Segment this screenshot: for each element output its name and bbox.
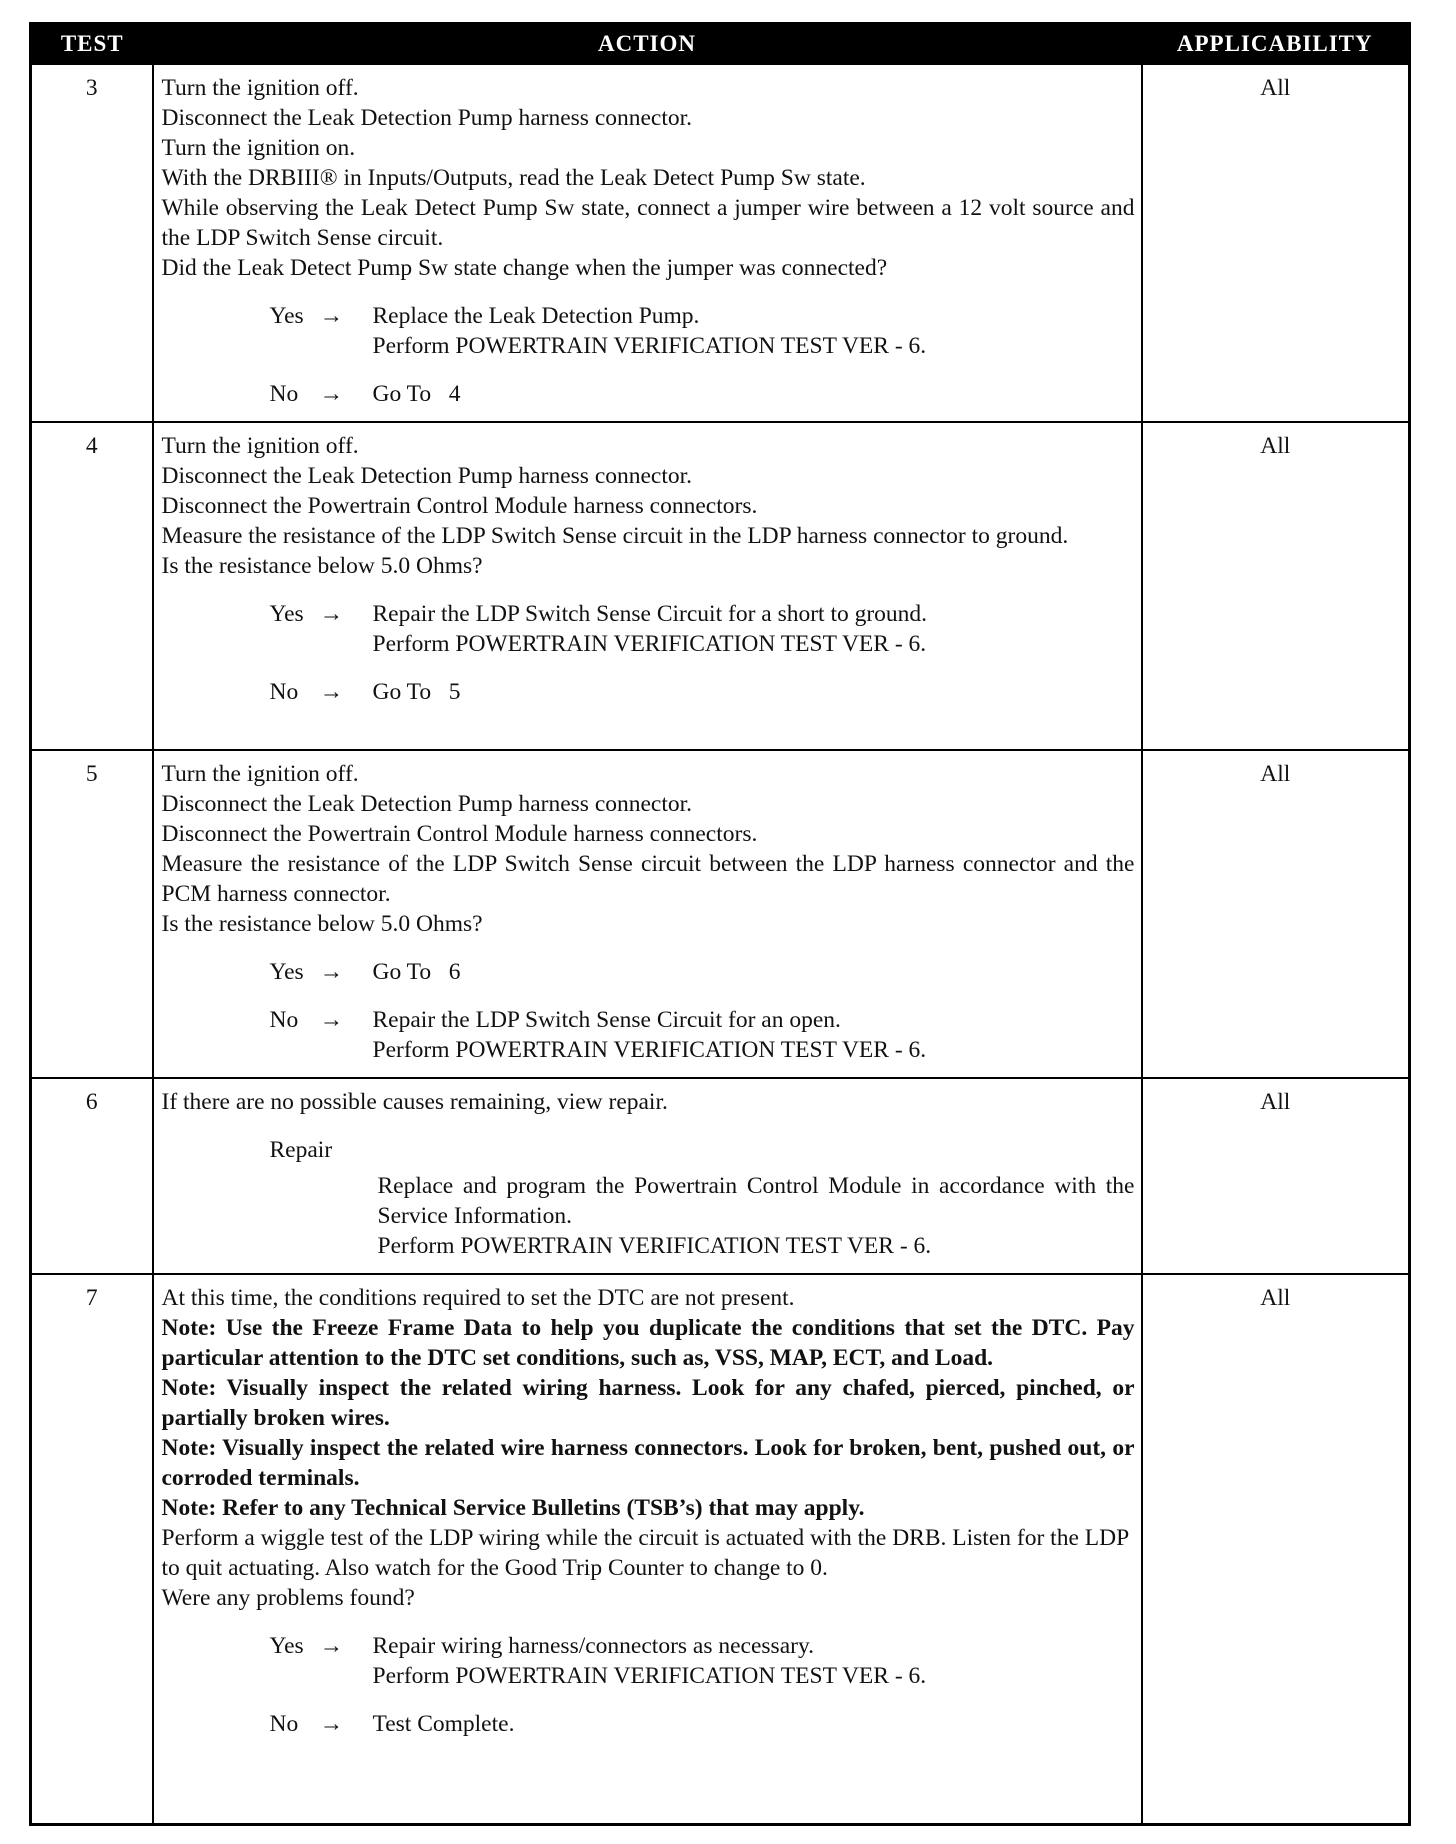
test-number: 7 [31,1274,153,1824]
header-action: ACTION [153,24,1142,65]
outcome-no [162,1709,1135,1739]
applicability-value: All [1142,422,1410,750]
yes-label: Yes [269,303,304,329]
action-step: Measure the resistance of the LDP Switch Sense circuit in the LDP harness connector to ground. [161,523,1069,549]
action-step: Perform a wiggle test of the LDP wiring while the circuit is actuated with the DRB. Listen for the LDP to quit actuating. Also watch for the Good Trip Counter to change to 0. [161,1525,1129,1581]
outcome-result [373,301,1135,361]
outcome-yes [162,957,1135,987]
header-test: TEST [31,24,153,65]
action-step: Turn the ignition off. [161,761,359,787]
note-text: Note: Use the Freeze Frame Data to help you duplicate the conditions that set the DTC. Pay particular attention to the DTC set conditions, such as, VSS, MAP, ECT, and Load. [161,1315,1135,1371]
test-number: 5 [31,750,153,1078]
action-question: Is the resistance below 5.0 Ohms? [161,553,483,579]
action-cell [153,422,1142,750]
action-cell [153,1078,1142,1274]
outcome-yes [162,1631,1135,1691]
right-arrow-icon: → [319,1633,343,1659]
test-number: 6 [31,1078,153,1274]
result-line: Perform POWERTRAIN VERIFICATION TEST VER - 6. [372,631,927,657]
applicability-value: All [1142,64,1410,422]
action-step: Turn the ignition on. [161,135,356,161]
action-step: Disconnect the Leak Detection Pump harness connector. [161,463,693,489]
no-label: No [269,679,299,705]
outcome-result [373,1005,1135,1065]
no-label: No [269,381,299,407]
repair-label: Repair [269,1137,333,1163]
outcome-no [162,677,1135,707]
result-line: Repair the LDP Switch Sense Circuit for a short to ground. [372,601,928,627]
yes-label: Yes [269,601,304,627]
result-line: Perform POWERTRAIN VERIFICATION TEST VER - 6. [372,1037,927,1063]
outcome-yes [162,599,1135,659]
test-row-3 [31,64,1410,422]
action-step: While observing the Leak Detect Pump Sw state, connect a jumper wire between a 12 volt source and the LDP Switch Sense circuit. [161,195,1135,251]
test-number: 3 [31,64,153,422]
test-row-5 [31,750,1410,1078]
outcome-result [373,599,1135,659]
right-arrow-icon: → [319,1711,343,1737]
outcome-result: Test Complete. [372,1711,515,1737]
repair-block [162,1135,1135,1261]
result-line: Perform POWERTRAIN VERIFICATION TEST VER - 6. [372,1663,927,1689]
outcome-no [162,379,1135,409]
no-label: No [269,1007,299,1033]
right-arrow-icon: → [319,381,343,407]
outcome-result: Go To 5 [372,679,461,705]
action-step: At this time, the conditions required to set the DTC are not present. [161,1285,795,1311]
action-step: Disconnect the Leak Detection Pump harness connector. [161,791,693,817]
outcome-result: Go To 4 [372,381,461,407]
action-question: Were any problems found? [161,1585,415,1611]
right-arrow-icon: → [319,601,343,627]
table-header-row [31,24,1410,65]
diagnostic-table [29,22,1411,1826]
note-text: Note: Refer to any Technical Service Bulletins (TSB’s) that may apply. [161,1495,865,1521]
right-arrow-icon: → [319,679,343,705]
no-label: No [269,1711,299,1737]
action-step: Disconnect the Powertrain Control Module harness connectors. [161,821,758,847]
outcome-result [373,1631,1135,1691]
yes-label: Yes [269,959,304,985]
action-cell [153,750,1142,1078]
repair-line: Replace and program the Powertrain Control Module in accordance with the Service Information. [377,1173,1135,1229]
action-step: Disconnect the Powertrain Control Module harness connectors. [161,493,758,519]
result-line: Replace the Leak Detection Pump. [372,303,700,329]
action-step: With the DRBIII® in Inputs/Outputs, read the Leak Detect Pump Sw state. [161,165,866,191]
repair-line: Perform POWERTRAIN VERIFICATION TEST VER - 6. [377,1233,932,1259]
applicability-value: All [1142,750,1410,1078]
result-line: Repair the LDP Switch Sense Circuit for an open. [372,1007,841,1033]
applicability-value: All [1142,1274,1410,1824]
action-cell [153,1274,1142,1824]
test-number: 4 [31,422,153,750]
right-arrow-icon: → [319,303,343,329]
action-step: If there are no possible causes remaining, view repair. [161,1089,668,1115]
note-text: Note: Visually inspect the related wiring harness. Look for any chafed, pierced, pinched, or partially broken wires. [161,1375,1135,1431]
action-step: Measure the resistance of the LDP Switch Sense circuit between the LDP harness connector and the PCM harness connector. [161,851,1135,907]
action-question: Did the Leak Detect Pump Sw state change when the jumper was connected? [161,255,888,281]
test-row-6 [31,1078,1410,1274]
test-row-4 [31,422,1410,750]
result-line: Perform POWERTRAIN VERIFICATION TEST VER - 6. [372,333,927,359]
action-step: Turn the ignition off. [161,75,359,101]
yes-label: Yes [269,1633,304,1659]
action-question: Is the resistance below 5.0 Ohms? [161,911,483,937]
note-text: Note: Visually inspect the related wire harness connectors. Look for broken, bent, pushed out, or corroded terminals. [161,1435,1135,1491]
repair-text [378,1171,1135,1261]
header-applicability: APPLICABILITY [1142,24,1410,65]
action-cell [153,64,1142,422]
right-arrow-icon: → [319,959,343,985]
result-line: Repair wiring harness/connectors as necessary. [372,1633,815,1659]
outcome-result: Go To 6 [372,959,461,985]
test-row-7 [31,1274,1410,1824]
applicability-value: All [1142,1078,1410,1274]
action-step: Disconnect the Leak Detection Pump harness connector. [161,105,693,131]
right-arrow-icon: → [319,1007,343,1033]
outcome-no [162,1005,1135,1065]
action-step: Turn the ignition off. [161,433,359,459]
outcome-yes [162,301,1135,361]
